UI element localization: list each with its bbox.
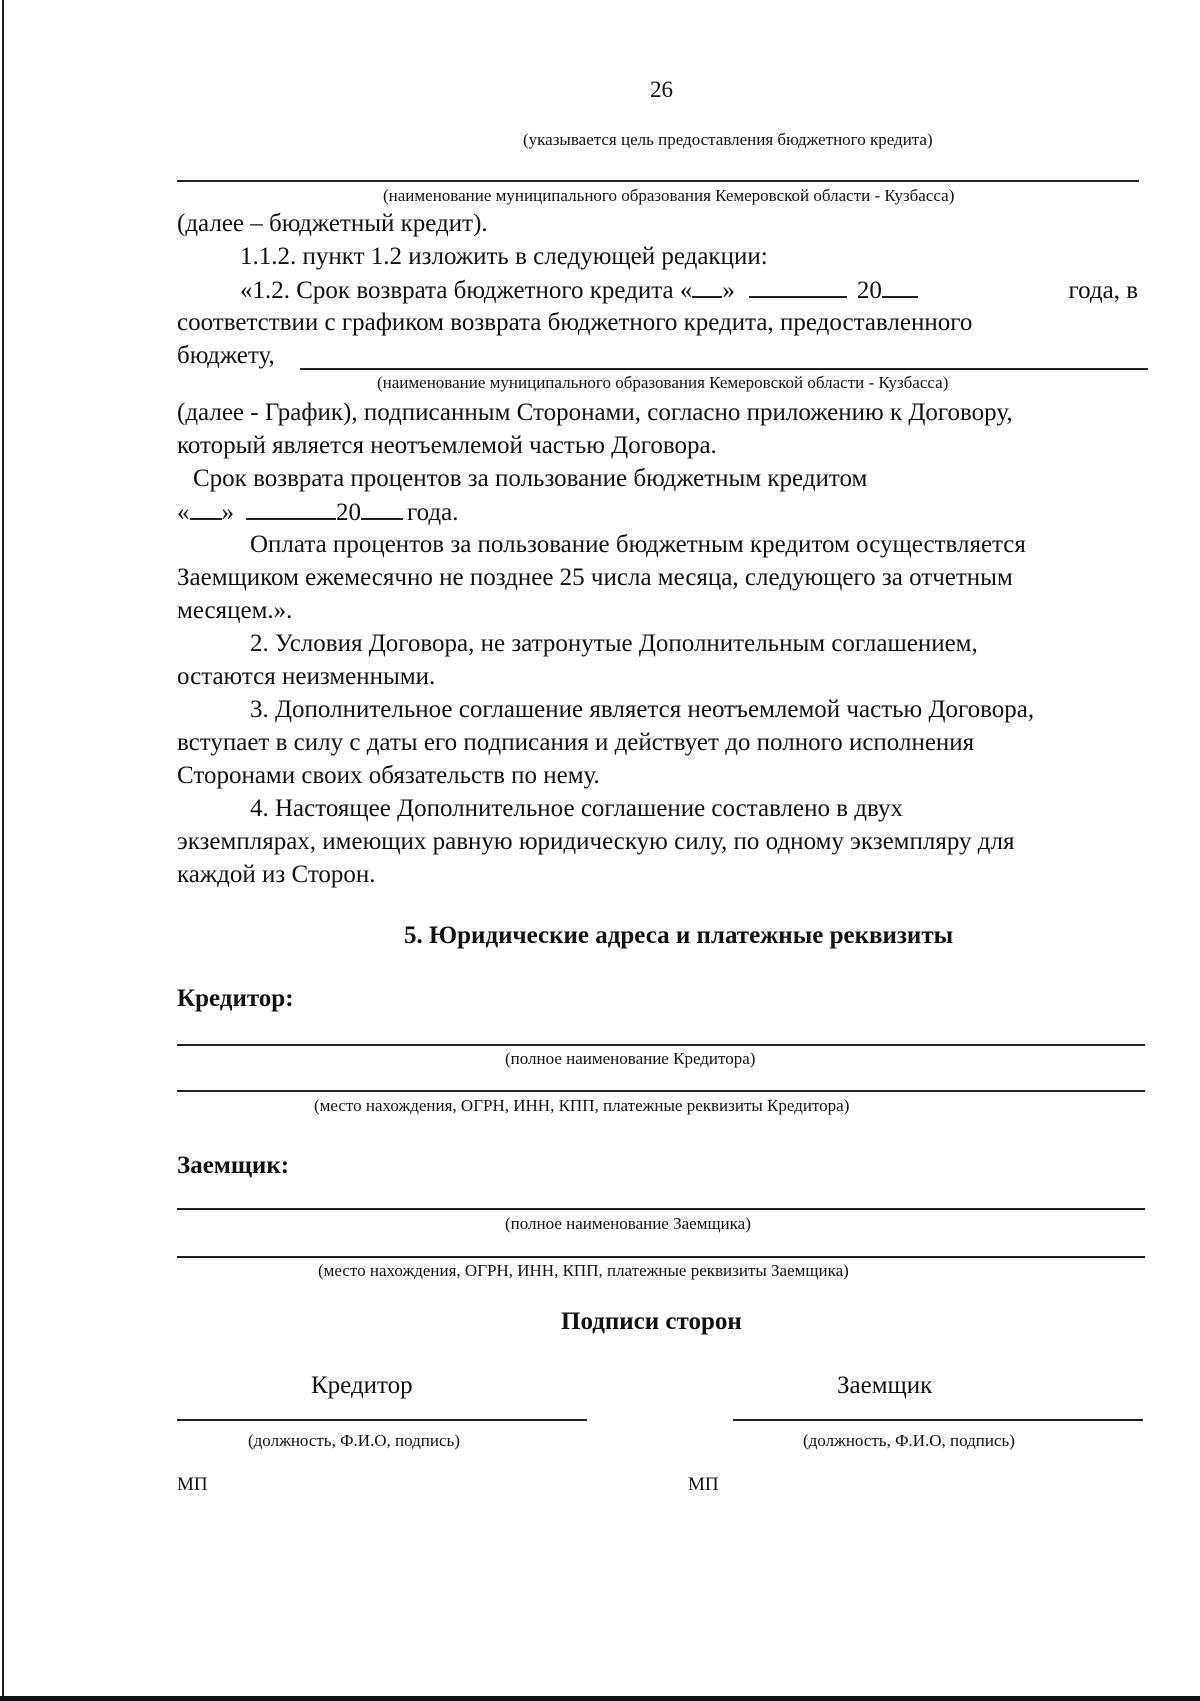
page-edge-bottom: [0, 1696, 1200, 1701]
sign-creditor-label: Кредитор: [311, 1372, 413, 1399]
para3-line-1: 3. Дополнительное соглашение является неотъемлемой частью Договора,: [250, 696, 1035, 723]
payment-line-3: месяцем.».: [177, 597, 293, 624]
interest-q-open: «: [177, 499, 190, 526]
municipality-underline-2: [300, 368, 1148, 370]
mp-left: МП: [177, 1474, 208, 1495]
interest-term-line1: Срок возврата процентов за пользование бюджетным кредитом: [193, 465, 868, 492]
p12-year: 20: [856, 277, 882, 304]
caption-borrower-name: (полное наименование Заемщика): [505, 1214, 751, 1233]
p12-end: года, в: [1068, 277, 1138, 304]
municipality-underline-1: [177, 180, 1139, 182]
p12-day-blank: [692, 274, 722, 298]
caption-municipality-1: (наименование муниципального образования Кемеровской области - Кузбасса): [383, 186, 955, 205]
sign-caption-left: (должность, Ф.И.О, подпись): [248, 1431, 460, 1450]
interest-day-blank: [190, 496, 222, 520]
caption-borrower-details: (место нахождения, ОГРН, ИНН, КПП, платежные реквизиты Заемщика): [318, 1261, 849, 1280]
page-edge-left: [2, 0, 4, 1701]
creditor-label: Кредитор:: [177, 985, 294, 1012]
para3-line-2: вступает в силу с даты его подписания и действует до полного исполнения: [177, 729, 975, 756]
interest-month-blank: [246, 496, 336, 520]
interest-term-line2: [177, 496, 458, 529]
para3-line-3: Сторонами своих обязательств по нему.: [177, 762, 600, 789]
p12-start: «1.2. Срок возврата бюджетного кредита «: [240, 277, 693, 304]
interest-year-blank: [361, 496, 403, 520]
caption-creditor-name: (полное наименование Кредитора): [505, 1049, 756, 1068]
p12-month-blank: [749, 274, 847, 298]
sign-borrower-line: [733, 1419, 1143, 1421]
p12-year-blank: [882, 274, 918, 298]
creditor-details-line: [177, 1090, 1145, 1092]
interest-year: 20: [336, 499, 361, 526]
para2-line-2: остаются неизменными.: [177, 663, 436, 690]
p12-line3: бюджету,: [177, 342, 275, 369]
page-number: 26: [650, 77, 673, 102]
para4-line-2: экземплярах, имеющих равную юридическую силу, по одному экземпляру для: [177, 828, 1015, 855]
creditor-name-line: [177, 1044, 1145, 1046]
text-dalee-credit: (далее – бюджетный кредит).: [177, 210, 488, 237]
section5-heading: 5. Юридические адреса и платежные реквизиты: [404, 922, 954, 949]
interest-end: года.: [407, 499, 459, 526]
para4-line-1: 4. Настоящее Дополнительное соглашение составлено в двух: [250, 795, 903, 822]
text-dalee-grafik: (далее - График), подписанным Сторонами, согласно приложению к Договору,: [177, 399, 1013, 426]
sign-borrower-label: Заемщик: [837, 1372, 933, 1399]
caption-purpose: (указывается цель предоставления бюджетного кредита): [523, 130, 933, 149]
borrower-label: Заемщик:: [177, 1152, 290, 1179]
payment-line-1: Оплата процентов за пользование бюджетным кредитом осуществляется: [250, 531, 1026, 558]
payment-line-2: Заемщиком ежемесячно не позднее 25 числа месяца, следующего за отчетным: [177, 564, 1013, 591]
text-neotemlemoy: который является неотъемлемой частью Договора.: [177, 432, 717, 459]
text-1-1-2: 1.1.2. пункт 1.2 изложить в следующей редакции:: [240, 243, 768, 270]
para2-line-1: 2. Условия Договора, не затронутые Дополнительным соглашением,: [250, 630, 978, 657]
p12-line2: соответствии с графиком возврата бюджетного кредита, предоставленного: [177, 309, 973, 336]
interest-q-close: »: [221, 499, 234, 526]
borrower-name-line: [177, 1208, 1145, 1210]
signatures-heading: Подписи сторон: [561, 1308, 742, 1335]
borrower-details-line: [177, 1256, 1145, 1258]
caption-municipality-2: (наименование муниципального образования Кемеровской области - Кузбасса): [377, 373, 949, 392]
sign-creditor-line: [177, 1419, 587, 1421]
p12-mid: »: [722, 277, 735, 304]
p12-line1: [240, 274, 1138, 307]
para4-line-3: каждой из Сторон.: [177, 861, 376, 888]
caption-creditor-details: (место нахождения, ОГРН, ИНН, КПП, платежные реквизиты Кредитора): [314, 1096, 850, 1115]
mp-right: МП: [688, 1474, 719, 1495]
sign-caption-right: (должность, Ф.И.О, подпись): [803, 1431, 1015, 1450]
